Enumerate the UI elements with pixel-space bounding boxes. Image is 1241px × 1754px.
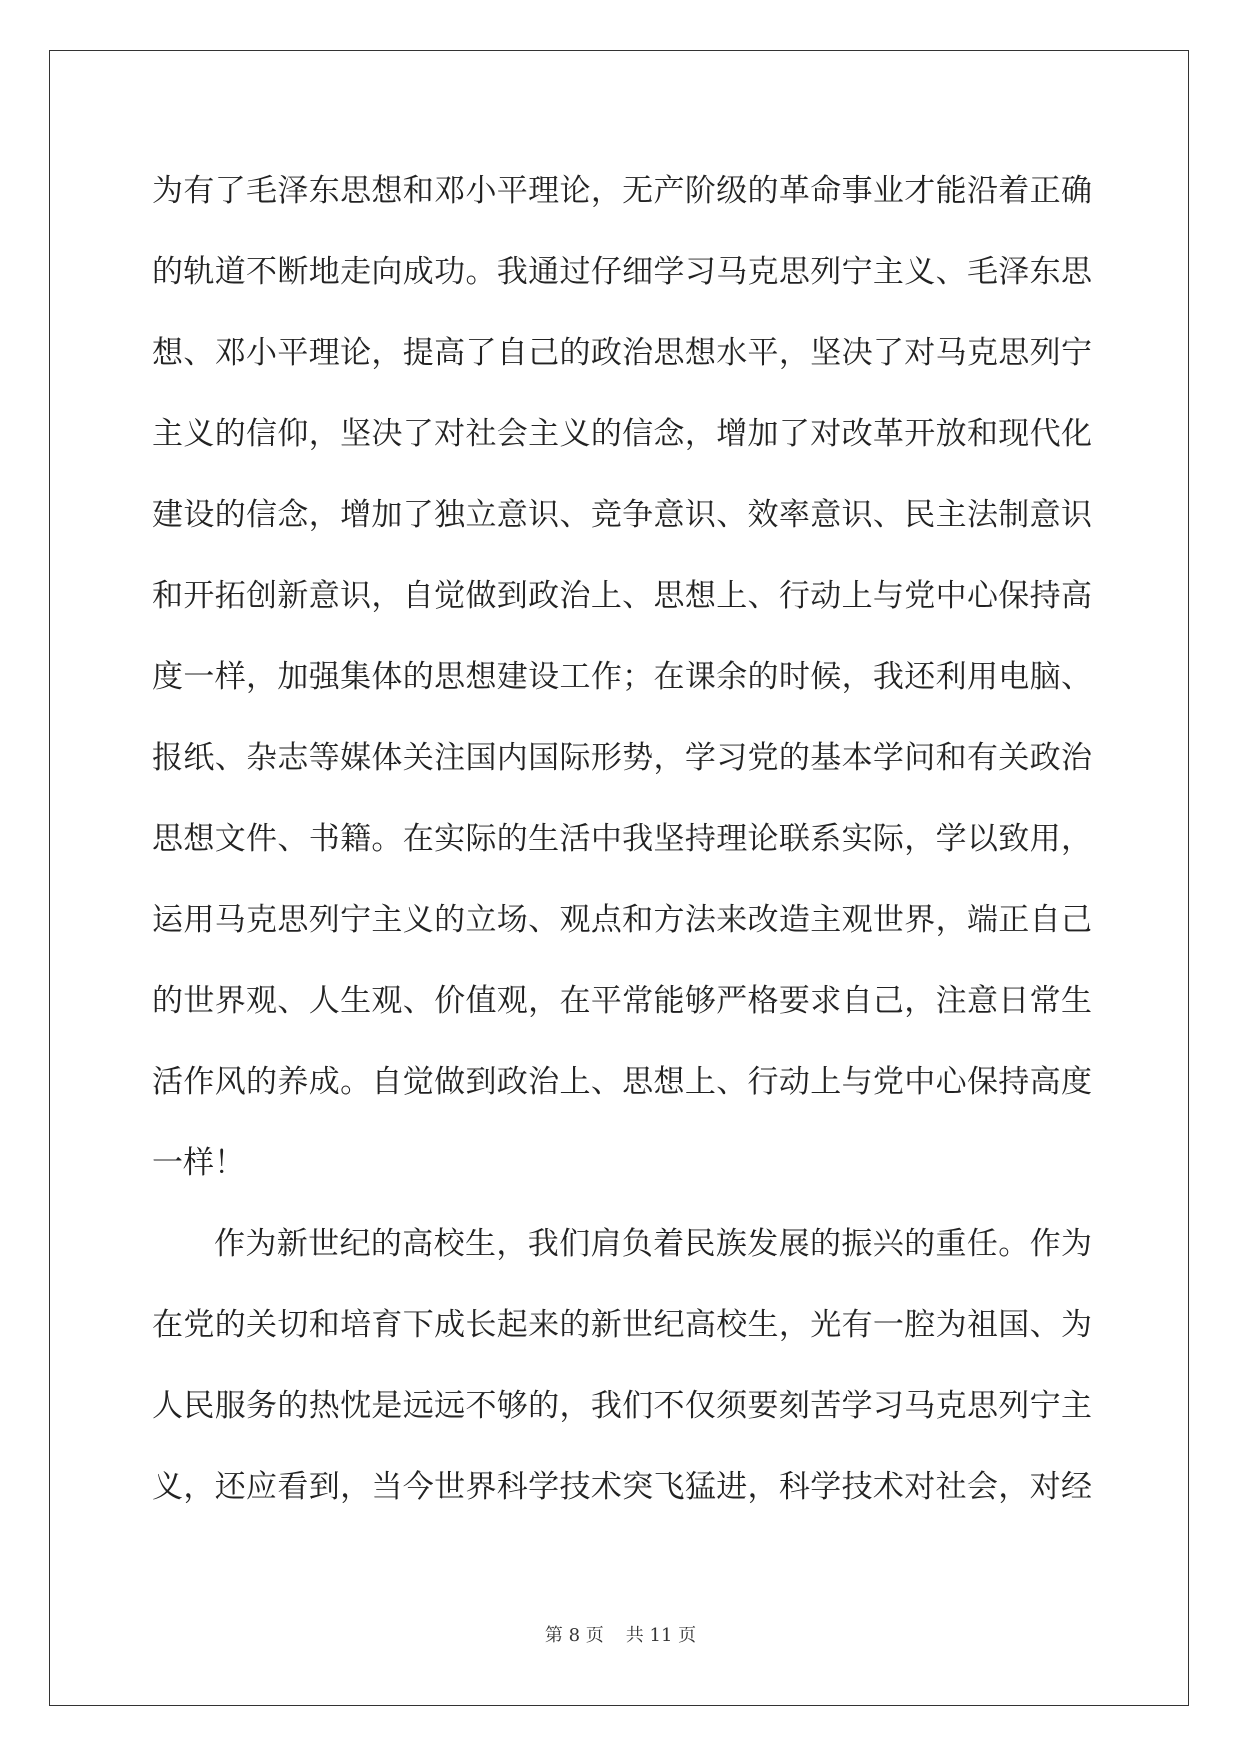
text-line: 活作风的养成。自觉做到政治上、思想上、行动上与党中心保持高度 [152, 1064, 1092, 1100]
text-line: 义，还应看到，当今世界科学技术突飞猛进，科学技术对社会，对经 [152, 1469, 1092, 1505]
text-line: 想、邓小平理论，提高了自己的政治思想水平，坚决了对马克思列宁 [152, 335, 1092, 371]
text-line: 思想文件、书籍。在实际的生活中我坚持理论联系实际，学以致用， [152, 821, 1092, 857]
page-footer [0, 1621, 1241, 1647]
text-line: 运用马克思列宁主义的立场、观点和方法来改造主观世界，端正自己 [152, 902, 1092, 938]
text-line: 报纸、杂志等媒体关注国内国际形势，学习党的基本学问和有关政治 [152, 740, 1092, 776]
text-line: 主义的信仰，坚决了对社会主义的信念，增加了对改革开放和现代化 [152, 416, 1092, 452]
text-line: 在党的关切和培育下成长起来的新世纪高校生，光有一腔为祖国、为 [152, 1307, 1092, 1343]
paragraph-first-line: 作为新世纪的高校生，我们肩负着民族发展的振兴的重任。作为 [214, 1226, 1092, 1262]
text-line: 建设的信念，增加了独立意识、竞争意识、效率意识、民主法制意识 [152, 497, 1092, 533]
text-line: 度一样，加强集体的思想建设工作；在课余的时候，我还利用电脑、 [152, 659, 1092, 695]
page-number: 第 8 页 [544, 1625, 604, 1646]
text-line: 人民服务的热忱是远远不够的，我们不仅须要刻苦学习马克思列宁主 [152, 1388, 1092, 1424]
text-line: 的轨道不断地走向成功。我通过仔细学习马克思列宁主义、毛泽东思 [152, 254, 1092, 290]
text-line: 为有了毛泽东思想和邓小平理论，无产阶级的革命事业才能沿着正确 [152, 173, 1092, 209]
page-total: 共 11 页 [625, 1625, 697, 1646]
text-line: 的世界观、人生观、价值观，在平常能够严格要求自己，注意日常生 [152, 983, 1092, 1019]
text-line: 一样！ [152, 1145, 245, 1181]
text-line: 和开拓创新意识，自觉做到政治上、思想上、行动上与党中心保持高 [152, 578, 1092, 614]
document-body [152, 162, 1092, 1539]
